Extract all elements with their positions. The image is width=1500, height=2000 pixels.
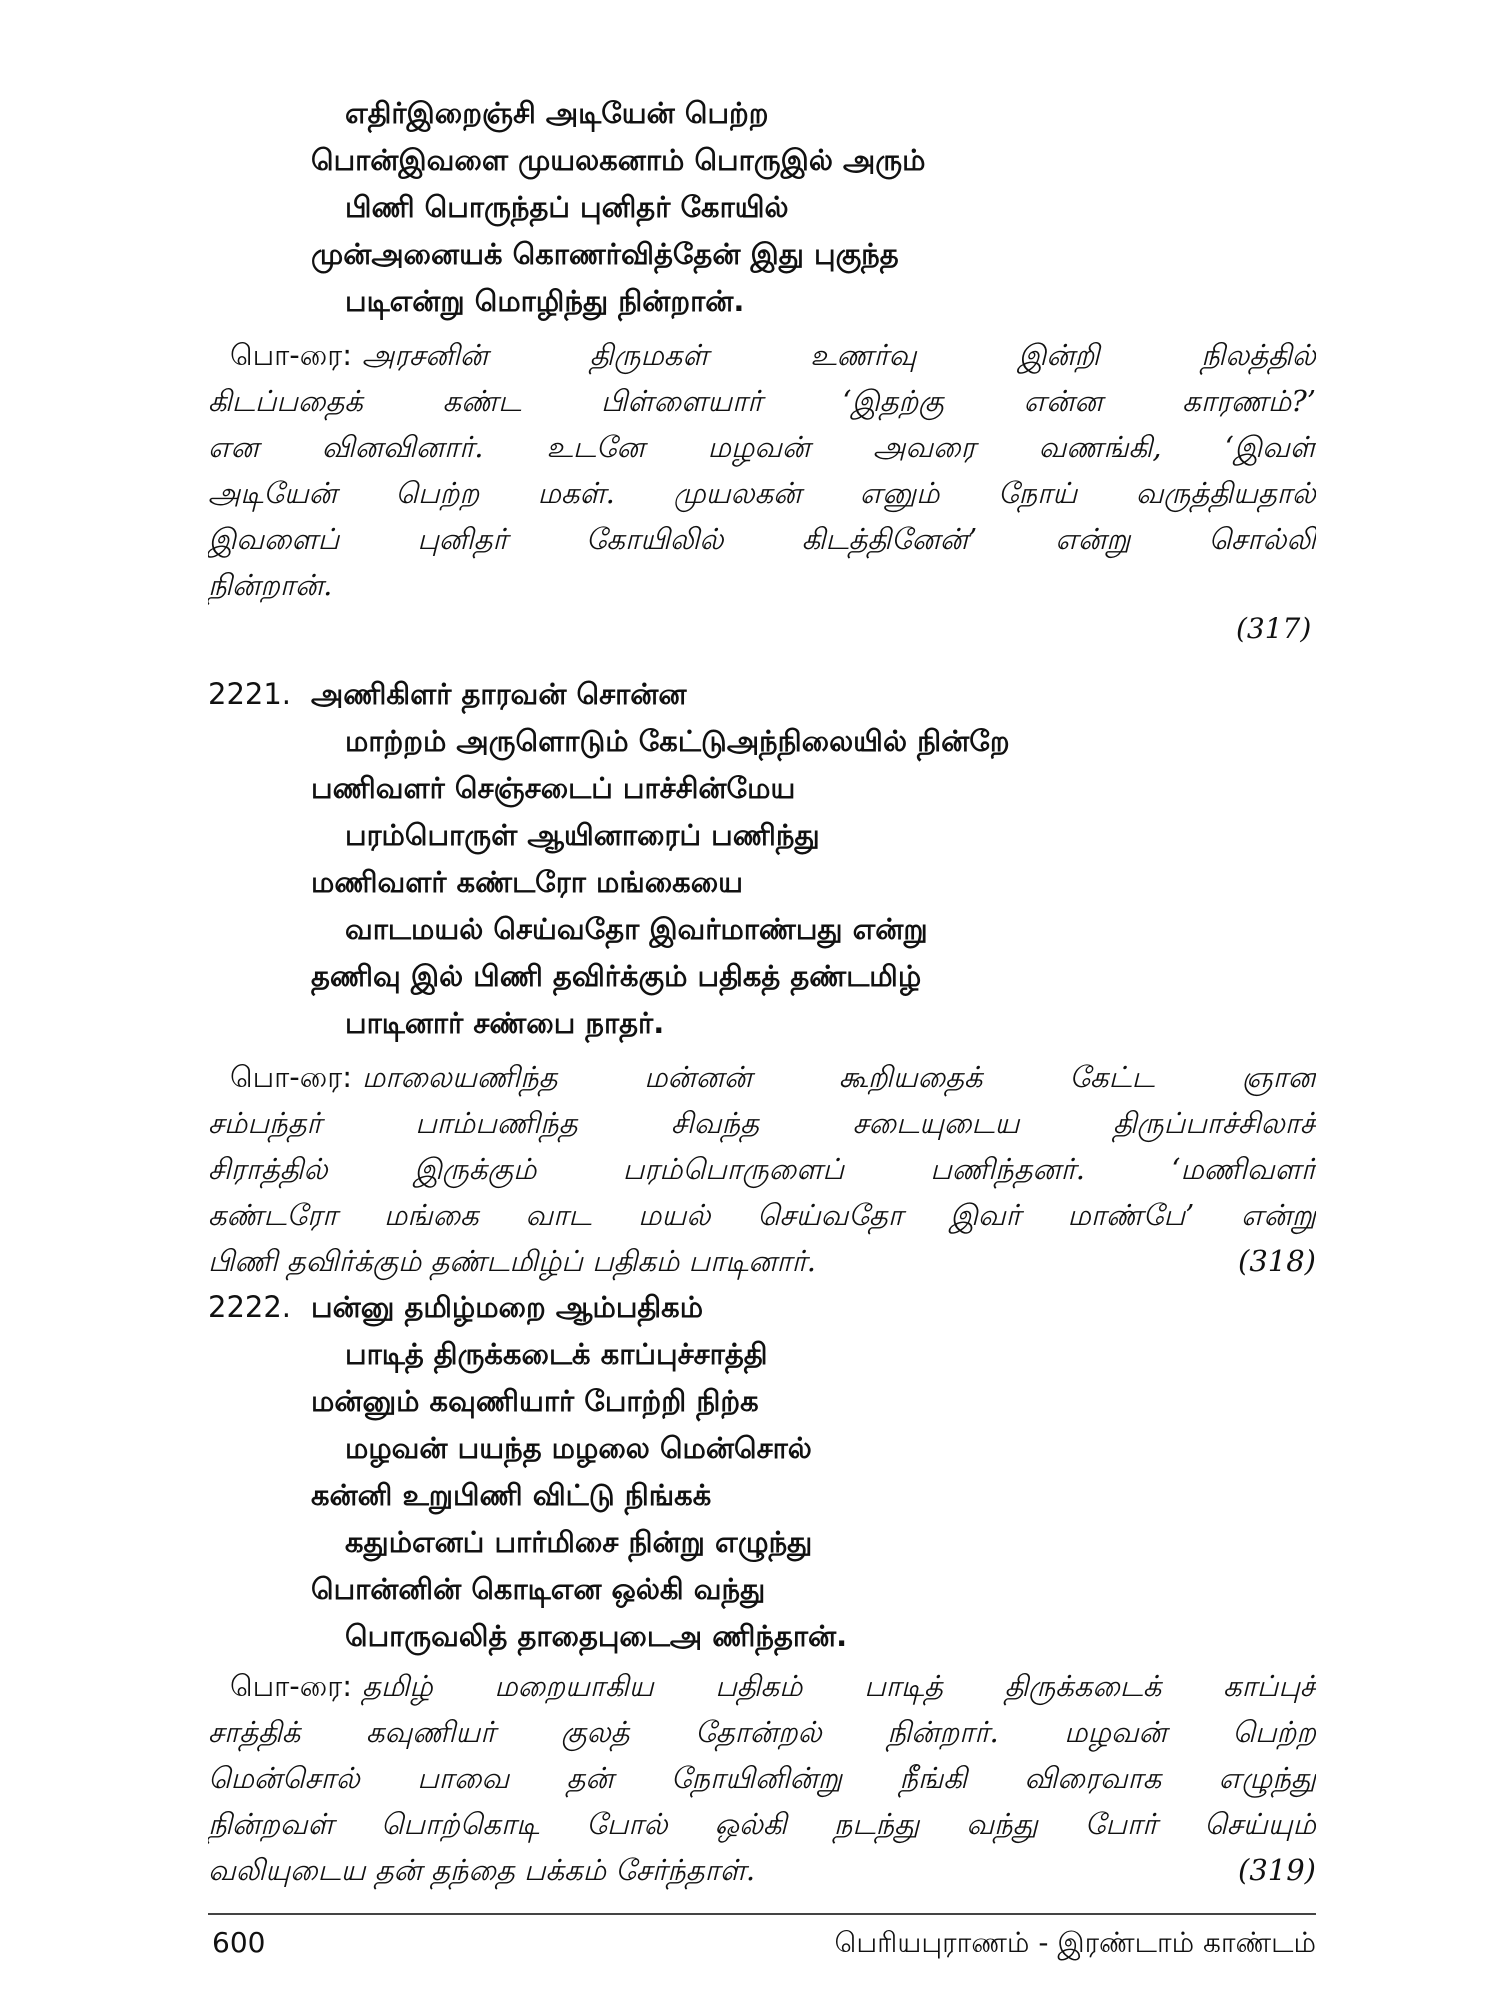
verse-reference: (319)	[1238, 1853, 1316, 1887]
commentary-line: வலியுடைய தன் தந்தை பக்கம் சேர்ந்தாள்.	[208, 1853, 756, 1887]
commentary-line: என வினவினார். உடனே மழவன் அவரை வணங்கி, ‘இவள்	[208, 430, 1316, 464]
verse-line: பொருவலித் தாதைபுடைஅ ணிந்தான்.	[345, 1619, 848, 1653]
commentary-line: மாலையணிந்த மன்னன் கூறியதைக் கேட்ட ஞான	[361, 1060, 1316, 1094]
verse-line: அணிகிளர் தாரவன் சொன்ன	[311, 677, 687, 711]
commentary-line: மென்சொல் பாவை தன் நோயினின்று நீங்கி விரைவாக எழுந்து	[208, 1761, 1316, 1795]
commentary-line: கிடப்பதைக் கண்ட பிள்ளையார் ‘இதற்கு என்ன காரணம்?’	[208, 384, 1316, 418]
footer-rule	[208, 1913, 1316, 1915]
verse-line: பிணி பொருந்தப் புனிதர் கோயில்	[345, 190, 789, 224]
commentary-317	[208, 332, 1316, 608]
commentary-line: சாத்திக் கவுணியர் குலத் தோன்றல் நின்றார். மழவன் பெற்ற	[208, 1715, 1316, 1749]
commentary-318	[208, 1054, 1316, 1284]
commentary-line: அடியேன் பெற்ற மகள். முயலகன் எனும் நோய் வருத்தியதால்	[208, 476, 1316, 510]
verse-line: படிஎன்று மொழிந்து நின்றான்.	[345, 284, 745, 318]
commentary-label: பொ-ரை:	[230, 1060, 352, 1094]
page-number: 600	[212, 1926, 266, 1959]
verse-line: பன்னு தமிழ்மறை ஆம்பதிகம்	[311, 1290, 704, 1324]
verse-line: பணிவளர் செஞ்சடைப் பாச்சின்மேய	[311, 771, 796, 805]
verse-line: மழவன் பயந்த மழலை மென்சொல்	[345, 1431, 812, 1465]
verse-line: எதிர்இறைஞ்சி அடியேன் பெற்ற	[345, 96, 769, 130]
commentary-line: பிணி தவிர்க்கும் தண்டமிழ்ப் பதிகம் பாடினார்.	[208, 1244, 816, 1278]
verse-number: 2221.	[208, 677, 292, 711]
verse-line: பரம்பொருள் ஆயினாரைப் பணிந்து	[345, 818, 820, 852]
commentary-line: இவளைப் புனிதர் கோயிலில் கிடத்தினேன்’ என்று சொல்லி	[208, 522, 1316, 556]
verse-line: கதும்எனப் பார்மிசை நின்று எழுந்து	[345, 1525, 813, 1559]
commentary-line: கண்டரோ மங்கை வாட மயல் செய்வதோ இவர் மாண்பே’ என்று	[208, 1198, 1316, 1232]
commentary-line: சிராத்தில் இருக்கும் பரம்பொருளைப் பணிந்தனர். ‘மணிவளர்	[208, 1152, 1316, 1186]
verse-line: பொன்னின் கொடிஎன ஒல்கி வந்து	[311, 1572, 766, 1606]
commentary-319	[208, 1663, 1316, 1893]
verse-line: பாடித் திருக்கடைக் காப்புச்சாத்தி	[345, 1337, 768, 1371]
verse-line: தணிவு இல் பிணி தவிர்க்கும் பதிகத் தண்டமிழ்	[311, 959, 922, 993]
commentary-line: சம்பந்தர் பாம்பணிந்த சிவந்த சடையுடைய திருப்பாச்சிலாச்	[208, 1106, 1316, 1140]
commentary-line: தமிழ் மறையாகிய பதிகம் பாடித் திருக்கடைக் காப்புச்	[361, 1669, 1316, 1703]
commentary-line: நின்றவள் பொற்கொடி போல் ஒல்கி நடந்து வந்து போர் செய்யும்	[208, 1807, 1316, 1841]
verse-line: கன்னி உறுபிணி விட்டு நிங்கக்	[311, 1478, 712, 1512]
commentary-label: பொ-ரை:	[230, 1669, 352, 1703]
commentary-line: நின்றான்.	[208, 568, 333, 602]
commentary-line: அரசனின் திருமகள் உணர்வு இன்றி நிலத்தில்	[361, 338, 1316, 372]
verse-line: மன்னும் கவுணியார் போற்றி நிற்க	[311, 1384, 759, 1418]
verse-reference: (317)	[1236, 612, 1312, 645]
verse-number: 2222.	[208, 1290, 292, 1324]
verse-line: வாடமயல் செய்வதோ இவர்மாண்பது என்று	[345, 912, 928, 946]
verse-line: மாற்றம் அருளொடும் கேட்டுஅந்நிலையில் நின்றே	[345, 724, 1010, 758]
running-title: பெரியபுராணம் - இரண்டாம் காண்டம்	[834, 1926, 1316, 1959]
verse-reference: (318)	[1238, 1244, 1316, 1278]
verse-line: மணிவளர் கண்டரோ மங்கையை	[311, 865, 744, 899]
verse-line: பொன்இவளை முயலகனாம் பொருஇல் அரும்	[311, 143, 926, 177]
commentary-label: பொ-ரை:	[230, 338, 352, 372]
verse-line: பாடினார் சண்பை நாதர்.	[345, 1006, 665, 1040]
verse-line: முன்அனையக் கொணர்வித்தேன் இது புகுந்த	[311, 237, 899, 271]
